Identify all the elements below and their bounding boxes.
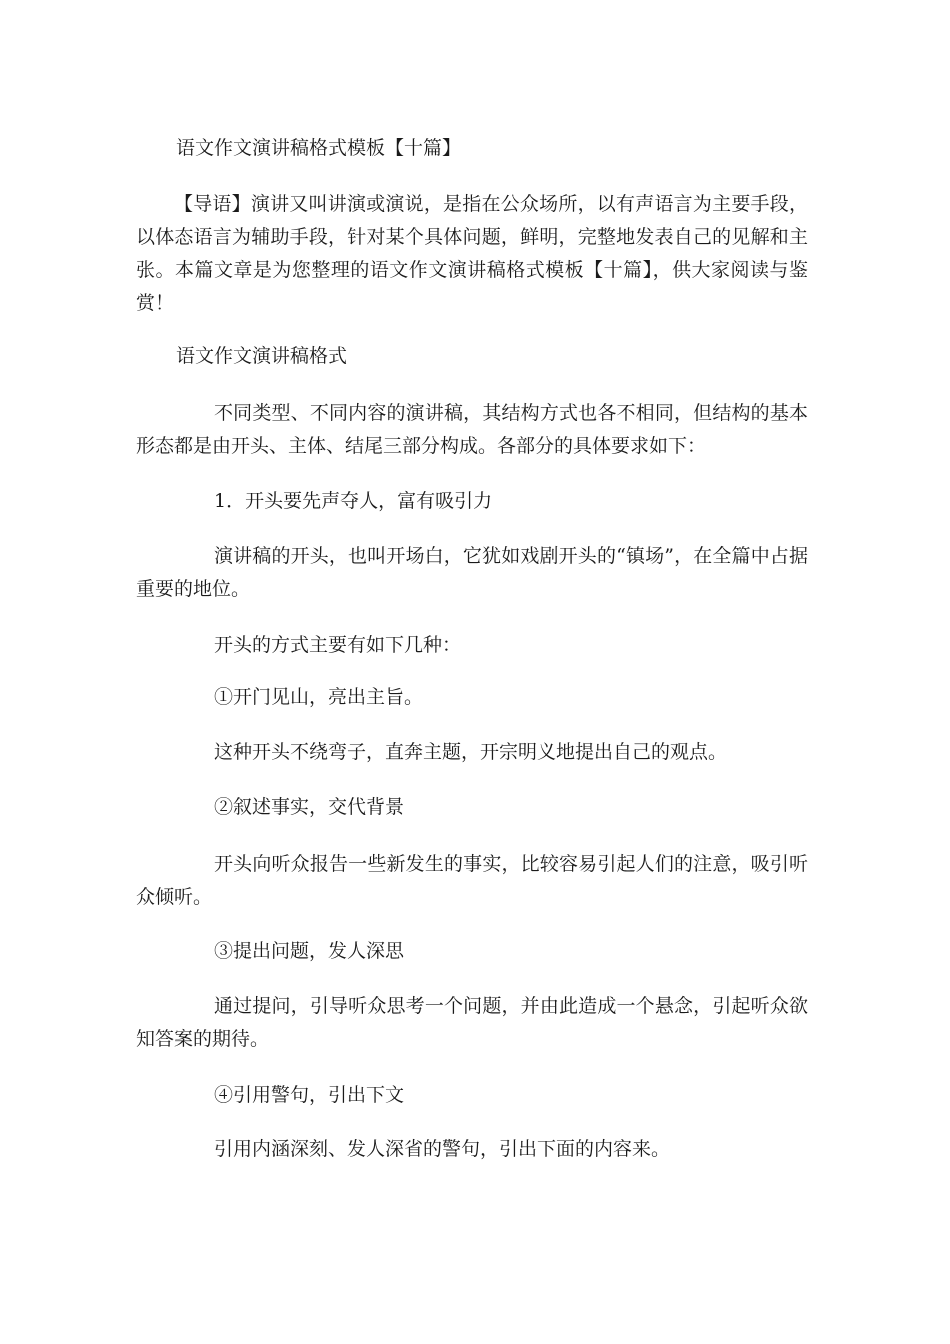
- method-4-description: 引用内涵深刻、发人深省的警句，引出下面的内容来。: [214, 1138, 671, 1160]
- method-2-heading: ②叙述事实，交代背景: [214, 796, 405, 818]
- structure-paragraph: 不同类型、不同内容的演讲稿，其结构方式也各不相同，但结构的基本形态都是由开头、主体、结尾三部分构成。各部分的具体要求如下：: [136, 402, 808, 457]
- method-1-description: 这种开头不绕弯子，直奔主题，开宗明义地提出自己的观点。: [214, 741, 728, 763]
- method-3-description: 通过提问，引导听众思考一个问题，并由此造成一个悬念，引起听众欲知答案的期待。: [136, 995, 808, 1050]
- intro-paragraph: 【导语】演讲又叫讲演或演说，是指在公众场所，以有声语言为主要手段，以体态语言为辅助手段，针对某个具体问题，鲜明，完整地发表自己的见解和主张。本篇文章是为您整理的语文作文演讲稿格式模板【十篇】，供大家阅读与鉴赏！: [136, 193, 808, 314]
- method-1-heading: ①开门见山，亮出主旨。: [214, 686, 424, 708]
- method-3-heading: ③提出问题，发人深思: [214, 940, 405, 962]
- method-2-description: 开头向听众报告一些新发生的事实，比较容易引起人们的注意，吸引听众倾听。: [136, 853, 808, 908]
- opening-paragraph: 演讲稿的开头，也叫开场白，它犹如戏剧开头的“镇场”，在全篇中占据重要的地位。: [136, 545, 808, 600]
- section-heading: 语文作文演讲稿格式: [176, 345, 348, 367]
- methods-intro: 开头的方式主要有如下几种：: [214, 634, 462, 656]
- method-4-heading: ④引用警句，引出下文: [214, 1084, 405, 1106]
- document-title: 语文作文演讲稿格式模板【十篇】: [176, 137, 462, 159]
- point-1-heading: 1．开头要先声夺人，富有吸引力: [214, 490, 493, 512]
